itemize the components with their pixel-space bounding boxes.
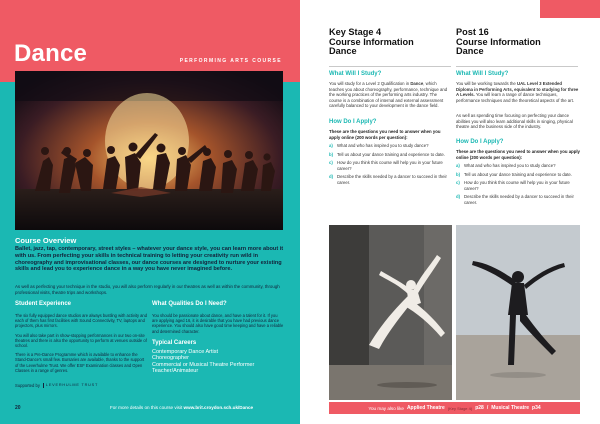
question-item xyxy=(456,172,580,178)
ks4-study-heading: What Will I Study? xyxy=(329,71,382,77)
ks4-heading-line: Course Information xyxy=(329,36,414,47)
question-text: Describe the skills needed by a dancer to succeed in their career. xyxy=(464,194,574,205)
dance-performance-photo xyxy=(15,71,283,230)
question-key: b) xyxy=(456,171,461,177)
divider xyxy=(456,66,578,67)
ks4-apply-questions xyxy=(329,129,451,188)
question-text: Describe the skills needed by a dancer to succeed in their career. xyxy=(337,174,447,185)
dancer-pose-image xyxy=(456,225,580,400)
dancer-leap-image xyxy=(329,225,452,400)
stage-performance-image xyxy=(15,71,283,230)
post16-heading-line: Dance xyxy=(456,46,484,57)
ks4-study-text-post: , which teaches you about choreography, performance, technique and the working practices of the performing arts industry. The course is a combination of internal and external assessment carefully balanced to your development in the dance field. xyxy=(329,81,448,108)
student-experience-heading: Student Experience xyxy=(15,301,72,307)
post16-heading-line: Course Information xyxy=(456,36,541,47)
qualities-heading: What Qualities Do I Need? xyxy=(152,301,227,307)
question-text: What and who has inspired you to study dance? xyxy=(337,143,429,148)
question-text: Tell us about your dance training and experience to date. xyxy=(337,151,445,157)
footer-url-link[interactable]: www.brit.croydon.sch.uk/Dance xyxy=(183,405,254,410)
student-experience-section xyxy=(15,301,147,377)
question-key: a) xyxy=(329,143,333,148)
career-item: Commercial or Musical Theatre Performer xyxy=(152,361,255,368)
question-item xyxy=(329,174,451,185)
student-experience-paragraph: There is a Pre-Dance Programme which is available to enhance the Stand-Dance's small few. Bursaries are available, thanks to the support of the Leverhulme Trust. We offer ESF Examination classes and Open Classes in a range of genres. xyxy=(15,352,145,373)
question-key: d) xyxy=(329,174,334,179)
ks4-study-text xyxy=(329,81,451,109)
apply-lead: These are the questions you need to answer when you apply online (200 words per question): xyxy=(456,149,580,160)
related-course-link[interactable]: Applied Theatre xyxy=(406,405,445,411)
ks4-study-bold: Dance xyxy=(410,81,424,86)
ks4-heading xyxy=(329,28,414,57)
supported-by-label: Supported by xyxy=(15,383,40,388)
related-course-page: p34 xyxy=(532,405,541,411)
question-key: a) xyxy=(456,163,460,168)
course-category-label: PERFORMING ARTS COURSE xyxy=(179,58,282,64)
career-item: Choreographer xyxy=(152,355,189,362)
question-item xyxy=(329,160,451,171)
ks4-heading-line: Dance xyxy=(329,46,357,57)
footer-text: For more details on this course visit xyxy=(110,405,183,410)
page-number: 20 xyxy=(15,405,21,411)
post16-study-heading: What Will I Study? xyxy=(456,71,509,77)
question-item xyxy=(456,180,580,191)
post16-heading xyxy=(456,28,541,57)
post16-study-bold: UAL Level 3 Extended Diploma in Performing Arts, equivalent to studying for three A Levels. xyxy=(456,81,579,97)
ks4-apply-heading: How Do I Apply? xyxy=(329,119,377,125)
ks4-study-text-pre: You will study for a Level 2 Qualification in xyxy=(329,81,410,86)
course-overview-heading: Course Overview xyxy=(15,236,77,245)
dancer-leap-photo xyxy=(329,225,452,400)
dancer-pose-photo xyxy=(456,225,580,400)
qualities-section xyxy=(152,301,284,375)
question-item xyxy=(329,143,451,149)
post16-study-text-pre: You will be working towards the xyxy=(456,81,516,86)
related-courses-bar xyxy=(329,402,580,414)
question-key: c) xyxy=(329,160,333,165)
ks4-heading-line: Key Stage 4 xyxy=(329,27,382,37)
student-experience-paragraph: You will also take part in show-stopping performances in our two on-site theatres and there is also the opportunity to perform at venues outside of school. xyxy=(15,332,147,349)
apply-lead: These are the questions you need to answer when you apply online (200 words per question): xyxy=(329,129,441,140)
question-text: Tell us about your dance training and experience to date. xyxy=(464,171,572,177)
question-text: How do you think this course will help you in your future career? xyxy=(337,160,443,171)
career-item: Contemporary Dance Artist xyxy=(152,348,219,355)
question-key: b) xyxy=(329,151,334,157)
question-item xyxy=(456,194,580,205)
page-title: Dance xyxy=(14,40,88,67)
footer-course-link xyxy=(110,405,253,410)
separator: / xyxy=(486,405,489,411)
question-key: d) xyxy=(456,194,461,199)
question-text: What and who has inspired you to study dance? xyxy=(464,163,556,168)
question-item xyxy=(456,163,580,169)
related-course-note: (Key Stage 4) xyxy=(447,405,473,411)
question-item xyxy=(329,152,451,158)
question-text: How do you think this course will help you in your future career? xyxy=(464,180,570,191)
post16-apply-questions xyxy=(456,149,580,208)
related-course-link[interactable]: Musical Theatre xyxy=(491,405,530,411)
question-key: c) xyxy=(456,180,460,185)
post16-study-text-post: You will learn a range of dance techniques, performance techniques and the theoretical aspects of the art. xyxy=(456,92,574,103)
related-course-page: p28 xyxy=(475,405,484,411)
post16-apply-heading: How Do I Apply? xyxy=(456,139,504,145)
also-like-label: You may also like xyxy=(368,405,404,411)
qualities-text: You should be passionate about dance, and have a talent for it. If you are applying aged 16, it is desirable that you have had previous dance experience. You should also have good time keeping and have a reliable and determined character. xyxy=(152,313,284,334)
supported-by xyxy=(15,383,98,388)
typical-careers xyxy=(152,340,284,375)
post16-study-text-2: As well as spending time focusing on perfecting your dance abilities you will also learn additional skills in singing, physical theatre and the business side of the industry. xyxy=(456,113,573,129)
career-item: Teacher/Animateur xyxy=(152,368,199,375)
divider xyxy=(329,66,451,67)
course-overview-text: As well as perfecting your technique in the studio, you will also perform regularly in our theatres as well as within the community, through professional visits, theatre trips and workshops. xyxy=(15,284,280,295)
leverhulme-trust-logo: LEVERHULME TRUST xyxy=(43,383,98,387)
corner-accent xyxy=(540,0,600,18)
careers-heading: Typical Careers xyxy=(152,339,197,346)
student-experience-paragraph: The six fully equipped dance studios are always bustling with activity and each of them has first facilities with Sound Connectivity, TV, laptops and projectors, plus mirrors. xyxy=(15,313,147,329)
post16-study-text xyxy=(456,81,580,103)
course-overview-lead: Ballet, jazz, tap, contemporary, street styles – whatever your dance style, you can learn more about it with us. From perfecting your skills in technical training to letting your creativity run wild in choreography and improvisational classes, our dance courses are designed to nurture your existing skills and lead you to experience dance in a way you have never imagined before. xyxy=(15,246,284,273)
post16-heading-line: Post 16 xyxy=(456,27,489,37)
